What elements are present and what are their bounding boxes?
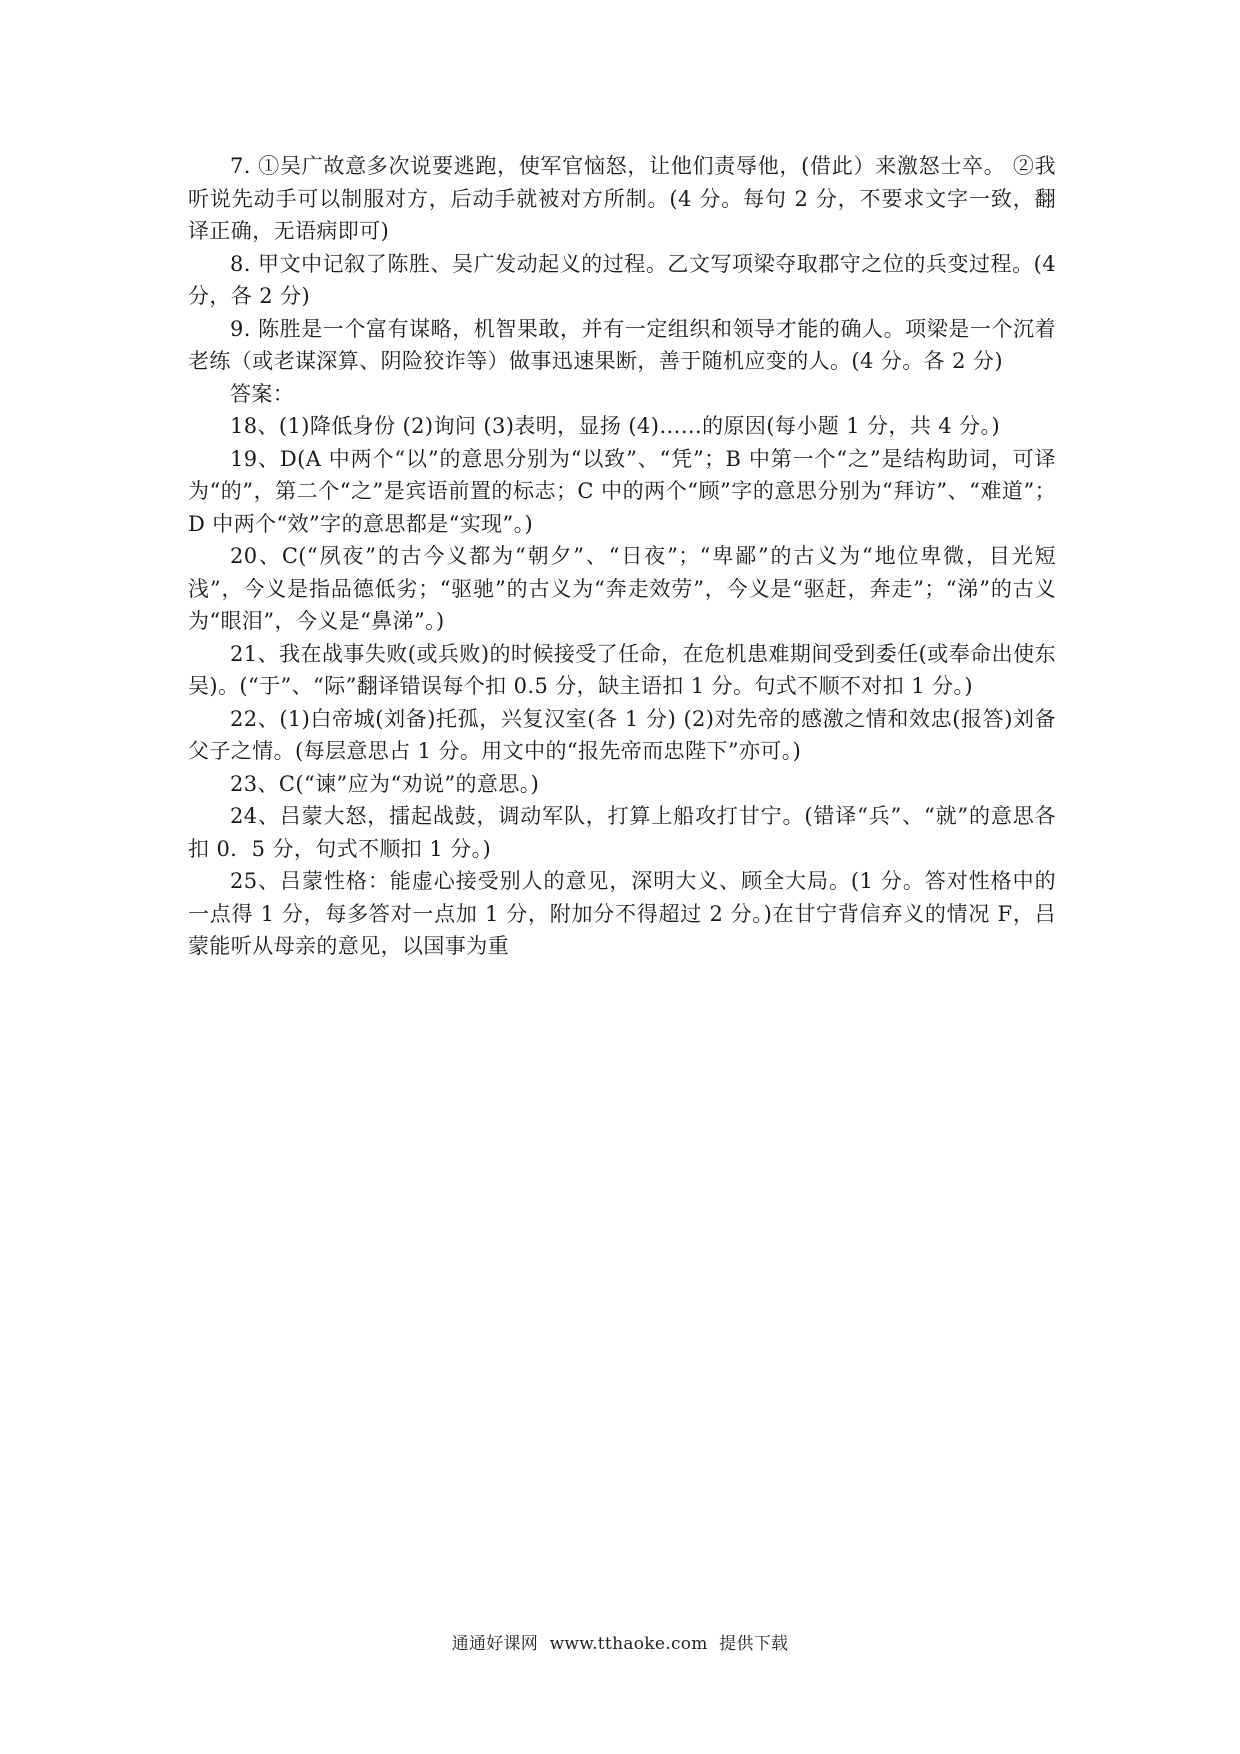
answer-item-7: 7. ①吴广故意多次说要逃跑，使军官恼怒，让他们责辱他，(借此）来激怒士卒。 ②我听说先动手可以制服对方，后动手就被对方所制。(4 分。每句 2 分，不要求文字一致，翻译正确，无语病即可): [188, 154, 1056, 243]
answer-item-9: 9. 陈胜是一个富有谋略，机智果敢，并有一定组织和领导才能的确人。项梁是一个沉着老练（或老谋深算、阴险狡诈等）做事迅速果断，善于随机应变的人。(4 分。各 2 分): [188, 316, 1056, 373]
footer-url[interactable]: www.tthaoke.com: [549, 1634, 708, 1654]
answer-heading: 答案：: [230, 381, 295, 406]
answer-item-24: 24、吕蒙大怒，擂起战鼓，调动军队，打算上船攻打甘宁。(错译“兵”、“就”的意思各扣 0．5 分，句式不顺扣 1 分。): [188, 804, 1056, 861]
answer-item-25: 25、吕蒙性格：能虚心接受别人的意见，深明大义、顾全大局。(1 分。答对性格中的一点得 1 分，每多答对一点加 1 分，附加分不得超过 2 分。)在甘宁背信弃义的情况 F，吕蒙能听从母亲的意见，以国事为重: [188, 869, 1056, 958]
answer-item-8: 8. 甲文中记叙了陈胜、吴广发动起义的过程。乙文写项梁夺取郡守之位的兵变过程。(4 分，各 2 分): [188, 251, 1056, 308]
footer-site-name: 通通好课网: [451, 1634, 539, 1654]
answer-item-20: 20、C(“夙夜”的古今义都为“朝夕”、“日夜”；“卑鄙”的古义为“地位卑微，目光短浅”，今义是指品德低劣；“驱驰”的古义为“奔走效劳”，今义是“驱赶，奔走”；“涕”的古义为“眼泪”，今义是“鼻涕”。): [188, 544, 1056, 633]
footer-note: 提供下载: [719, 1634, 789, 1654]
answer-item-18: 18、(1)降低身份 (2)询问 (3)表明，显扬 (4)……的原因(每小题 1 分，共 4 分。): [230, 414, 1001, 438]
answer-key-body: [188, 150, 1056, 963]
page-footer: [0, 1629, 1240, 1654]
answer-item-19: 19、D(A 中两个“以”的意思分别为“以致”、“凭”；B 中第一个“之”是结构助词，可译为“的”，第二个“之”是宾语前置的标志；C 中的两个“顾”字的意思分别为“拜访”、“难道”；D 中两个“效”字的意思都是“实现”。): [188, 446, 1056, 536]
answer-item-21: 21、我在战事失败(或兵败)的时候接受了任命，在危机患难期间受到委任(或奉命出使东吴)。(“于”、“际”翻译错误每个扣 0.5 分，缺主语扣 1 分。句式不顺不对扣 1 分。): [188, 641, 1056, 698]
answer-item-22: 22、(1)白帝城(刘备)托孤，兴复汉室(各 1 分) (2)对先帝的感激之情和效忠(报答)刘备父子之情。(每层意思占 1 分。用文中的“报先帝而忠陛下”亦可。): [188, 706, 1056, 763]
answer-item-23: 23、C(“谏”应为“劝说”的意思。): [230, 771, 540, 796]
